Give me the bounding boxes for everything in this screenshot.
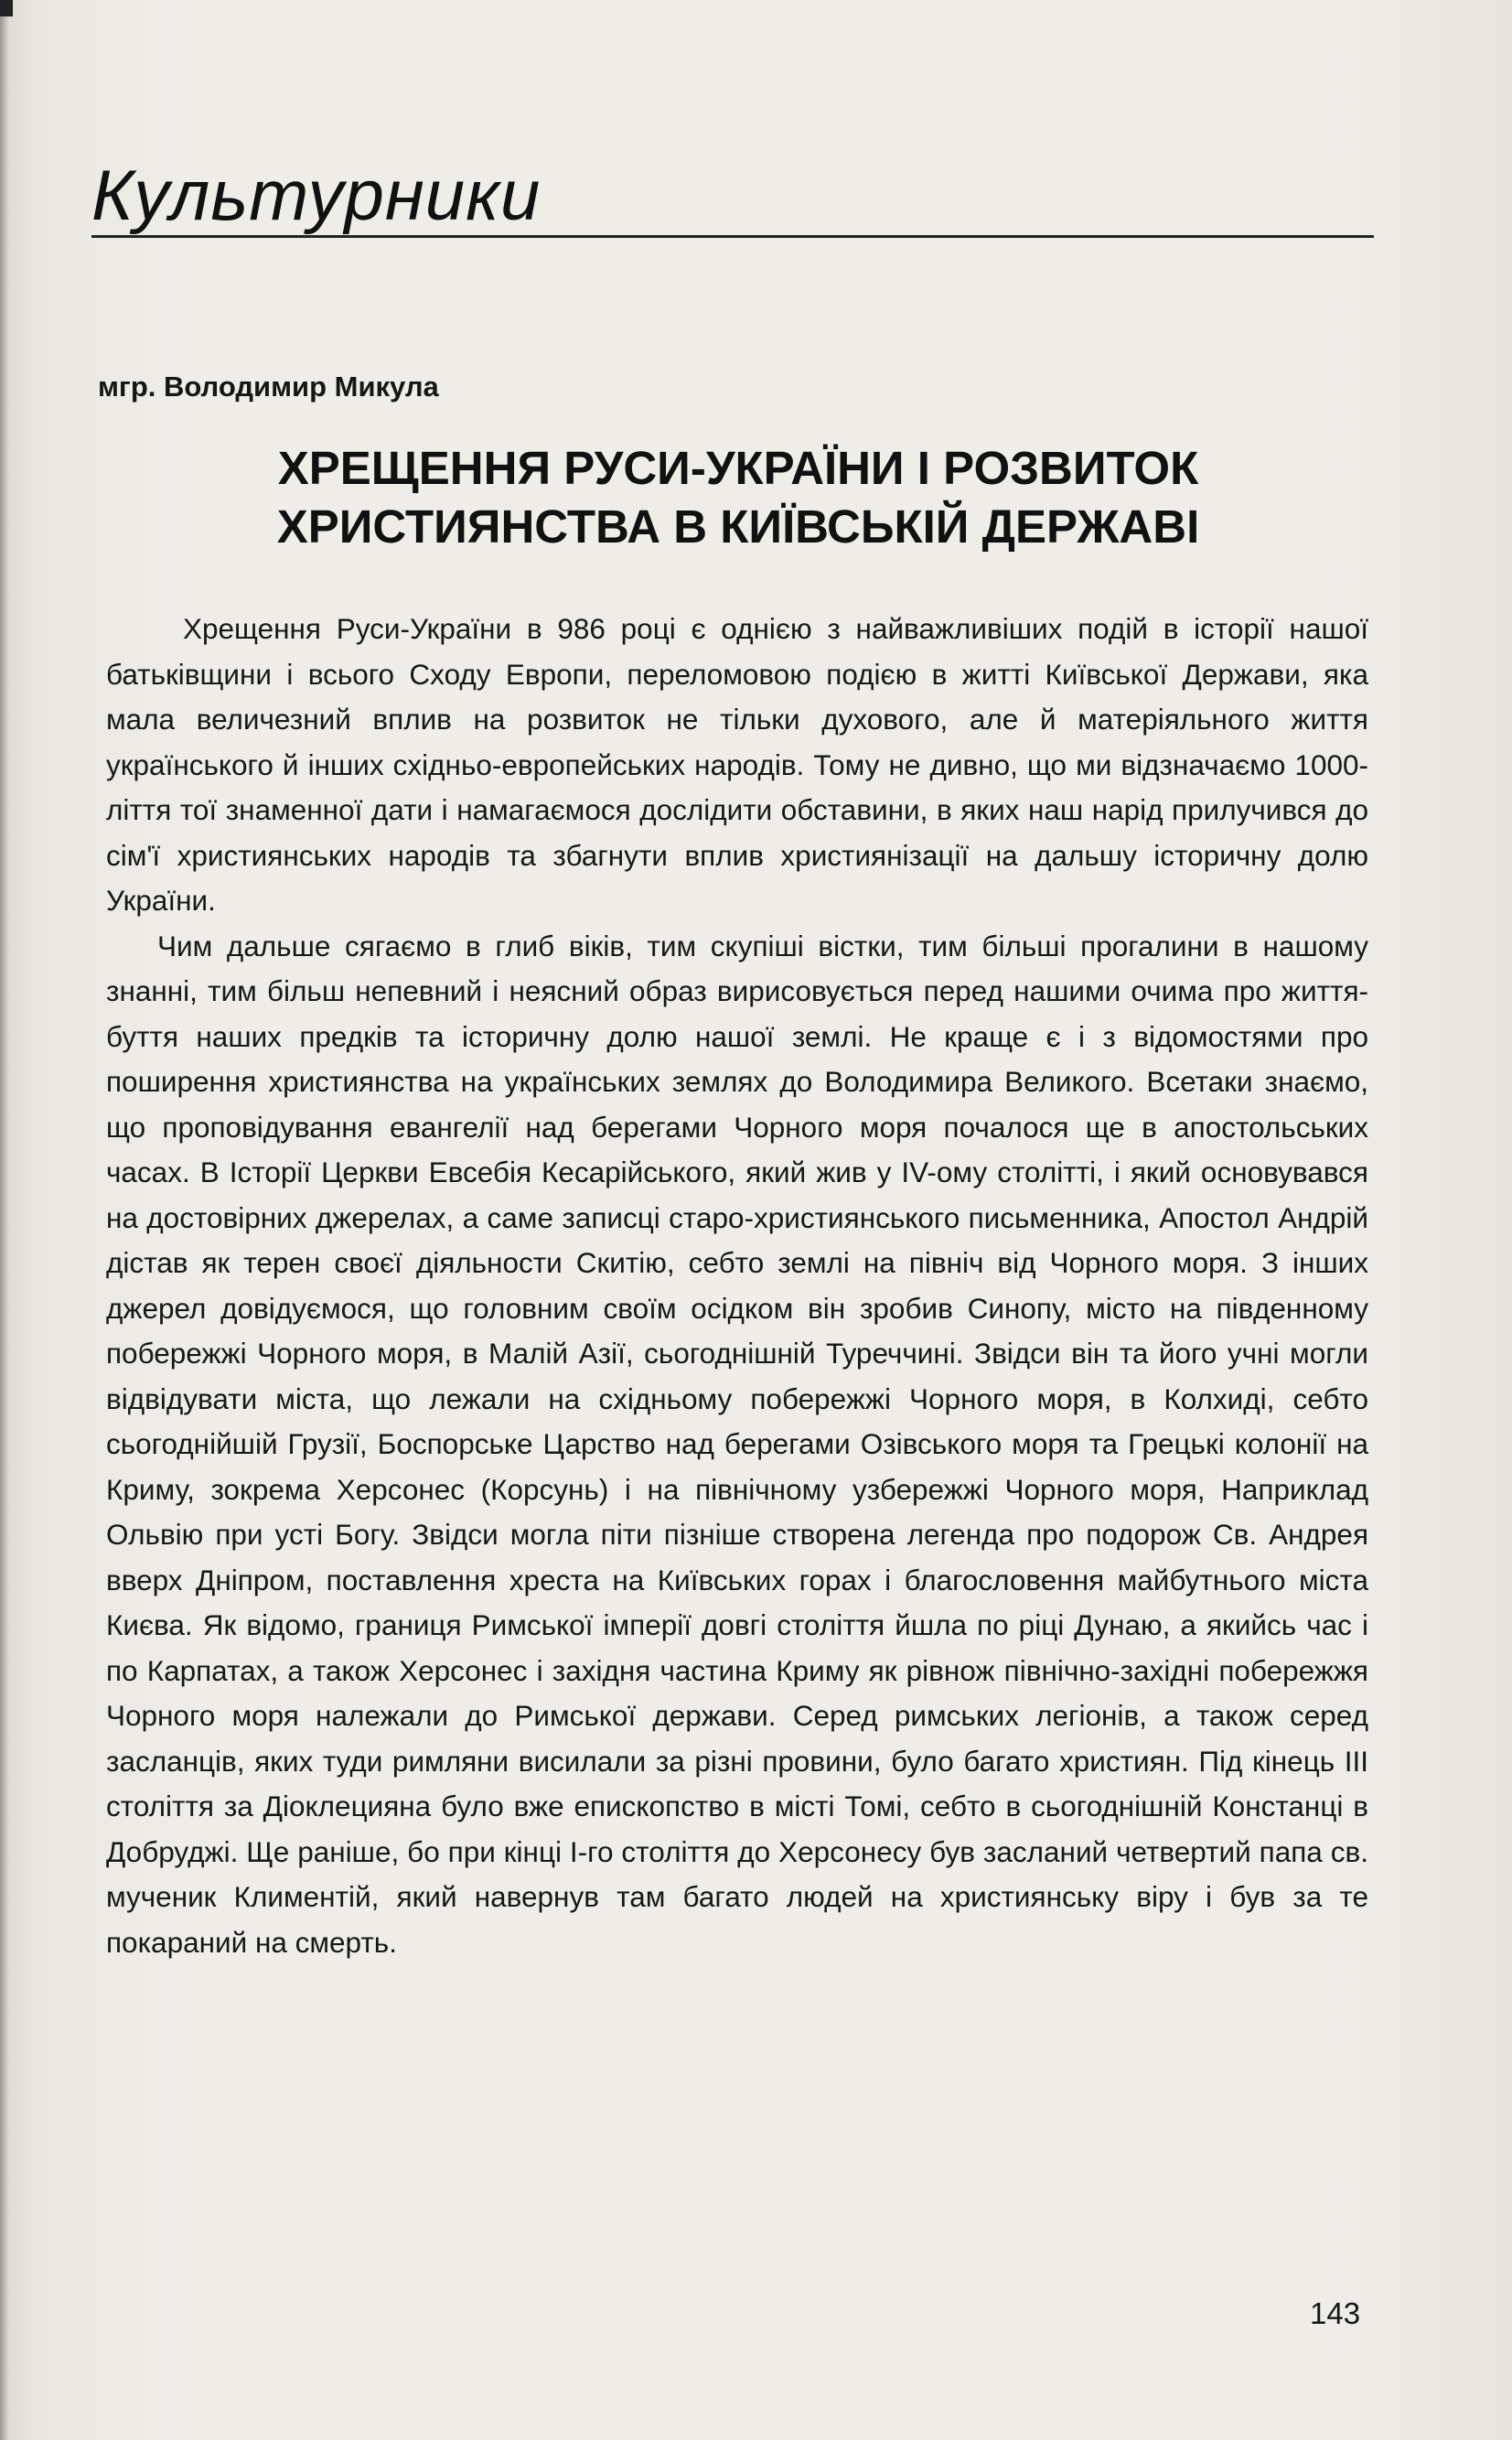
article-author: мгр. Володимир Микула (98, 371, 439, 403)
paragraph-1: Хрещення Руси-України в 986 році є однією з найважливіших подій в історії нашої батьківщини і всього Сходу Европи, переломовою подією в житті Київської Держави, яка мала величезний вплив на розвиток не тільки духового, але й матеріяльного життя українського й інших східньо-европейських народів. Тому не дивно, що ми відзначаємо 1000-ліття тої знаменної дати і намагаємося дослідити обставини, в яких наш нарід прилучився до сім'ї християнських народів та збагнути вплив християнізації на дальшу історичну долю України. (106, 612, 1368, 917)
header-rule (91, 235, 1374, 238)
corner-mark (0, 0, 13, 16)
page-number: 143 (1310, 2296, 1361, 2330)
article-body (106, 607, 1368, 1965)
paragraph-2: Чим дальше сягаємо в глиб віків, тим скупіші вістки, тим більші прогалини в нашому знанні, тим більш непевний і неясний образ вирисовується перед нашими очима про життя-буття наших предків та історичну долю нашої землі. Не краще є і з відомостями про поширення християнства на українських землях до Володимира Великого. Всетаки знаємо, що проповідування евангелії над берегами Чорного моря почалося ще в апостольських часах. В Історії Церкви Евсебія Кесарійського, який жив у IV-ому столітті, і який основувався на достовірних джерелах, а саме записці старо-християнського письменника, Апостол Андрій дістав як терен своєї діяльности Скитію, себто землі на північ від Чорного моря. З інших джерел довідуємося, що головним своїм осідком він зробив Синопу, місто на південному побережжі Чорного моря, в Малій Азії, сьогоднішній Туреччині. Звідси він та його учні могли відвідувати міста, що лежали на східньому побережжі Чорного моря, в Колхиді, себто сьогоднійшій Грузії, Боспорське Царство над берегами Озівського моря та Грецькі колонії на Криму, зокрема Херсонес (Корсунь) і на північному узбережжі Чорного моря, Наприклад Ольвію при усті Богу. Звідси могла піти пізніше створена легенда про подорож Св. Андрея вверх Дніпром, поставлення хреста на Київських горах і благословення майбутнього міста Києва. Як відомо, границя Римської імперії довгі століття йшла по ріці Дунаю, а якийсь час і по Карпатах, а також Херсонес і західня частина Криму як рівнож північно-західні побережжя Чорного моря належали до Римської держави. Серед римських легіонів, а також серед засланців, яких туди римляни висилали за різні провини, було багато християн. Під кінець III століття за Діоклецияна було вже епископство в місті Томі, себто в сьогоднішній Констанці в Добруджі. Ще раніше, бо при кінці I-го століття до Херсонесу був засланий четвертий папа св. мученик Климентій, який навернув там багато людей на християнську віру і був за те покараний на смерть. (106, 929, 1368, 1959)
article-title: ХРЕЩЕННЯ РУСИ-УКРАЇНИ І РОЗВИТОК ХРИСТИЯНСТВА В КИЇВСЬКІЙ ДЕРЖАВІ (276, 442, 1200, 553)
spine-shadow (0, 0, 9, 2440)
section-title: Культурники (91, 155, 542, 235)
